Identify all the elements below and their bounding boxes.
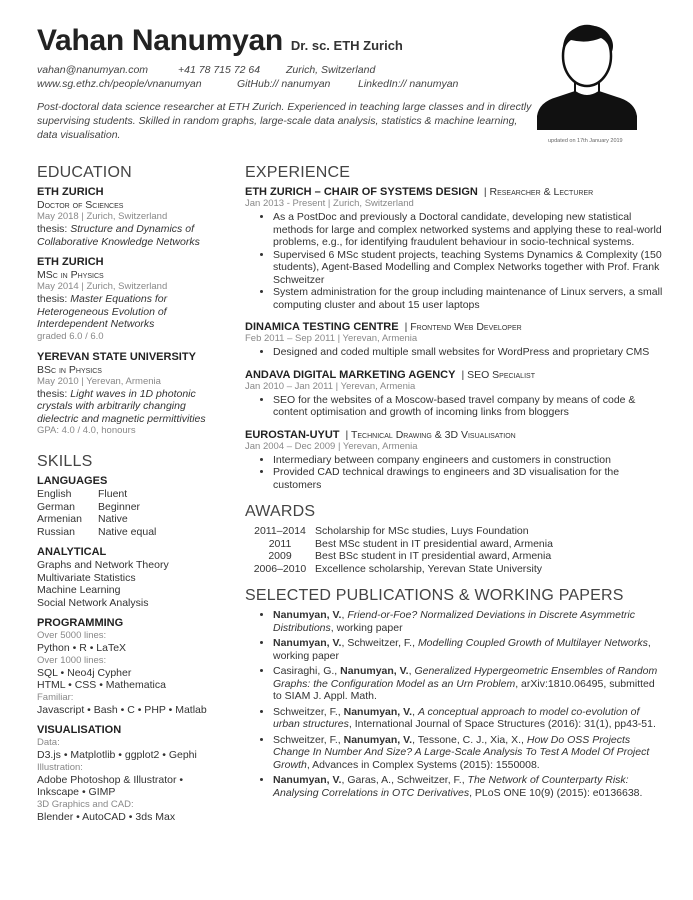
job-header	[245, 429, 665, 441]
job-bullet: • Designed and coded multiple small websites for WordPress and proprietary CMS	[273, 346, 665, 359]
email-link[interactable]: vahan@nanumyan.com	[37, 64, 149, 76]
updated-note: updated on 17th January 2019	[548, 138, 623, 144]
job-organisation: ANDAVA DIGITAL MARKETING AGENCY	[245, 368, 456, 381]
job-organisation: DINAMICA TESTING CENTRE	[245, 321, 399, 333]
education-heading: EDUCATION	[37, 164, 132, 181]
programming-list	[37, 630, 227, 716]
education-meta: May 2018 | Zurich, Switzerland	[37, 211, 168, 222]
pub-authors-after: , Garas, A., Schweitzer, F.,	[341, 774, 468, 786]
pub-venue: , International Journal of Space Structures (2016): 31(1), pp43-51.	[348, 718, 656, 730]
language-row	[37, 513, 227, 526]
language-name: German	[37, 500, 75, 513]
education-meta: May 2010 | Yerevan, Armenia	[37, 375, 161, 387]
job-bullets	[245, 211, 665, 311]
pub-title: A conceptual approach to model co-evolution of urban structures	[273, 705, 640, 730]
person-name: Vahan Nanumyan	[37, 24, 283, 57]
award-row	[245, 525, 665, 538]
award-year: 2011–2014	[254, 525, 306, 537]
education-thesis	[37, 223, 227, 248]
job-role: | Technical Drawing & 3D Visualisation	[345, 428, 516, 441]
publication-item	[273, 774, 665, 799]
pub-venue: , working paper	[273, 637, 651, 662]
cv-header	[37, 24, 537, 142]
award-text: Best MSc student in IT presidential award, Armenia	[315, 537, 553, 550]
visualisation-value: Inkscape • GIMP	[37, 786, 116, 798]
visualisation-label: Illustration:	[37, 761, 83, 773]
education-institution: ETH ZURICH	[37, 186, 104, 198]
job-bullets	[245, 454, 665, 492]
pub-title: The Network of Counterparty Risk: Analysing Correlations in OTC Derivatives	[273, 774, 629, 799]
education-grade: GPA: 4.0 / 4.0, honours	[37, 425, 136, 436]
job-bullet: • Provided CAD technical drawings to engineers and 3D visualisation for the customers	[273, 466, 665, 491]
job-role: | SEO Specialist	[461, 368, 535, 381]
location-text: Zurich, Switzerland	[286, 64, 376, 76]
degree-title: Dr. sc. ETH Zurich	[290, 38, 403, 53]
pub-author-self: Nanumyan, V.	[340, 665, 409, 677]
job-meta: Jan 2010 – Jan 2011 | Yerevan, Armenia	[245, 380, 416, 392]
thesis-title: Master Equations for Heterogeneous Evolution of Interdependent Networks	[37, 293, 168, 330]
award-text: Scholarship for MSc studies, Luys Foundation	[315, 525, 529, 537]
award-year: 2009	[268, 550, 292, 562]
pub-venue: , PLoS ONE 10(9) (2015): e0136638.	[469, 786, 643, 799]
job-bullets	[245, 346, 665, 359]
education-item	[37, 351, 227, 438]
pub-authors-after: ,	[412, 705, 418, 718]
skills-heading: SKILLS	[37, 453, 93, 470]
name-line	[37, 24, 537, 58]
thesis-label: thesis:	[37, 387, 71, 400]
language-name: Armenian	[37, 513, 82, 525]
visualisation-value: D3.js • Matplotlib • ggplot2 • Gephi	[37, 749, 197, 761]
publication-item	[273, 609, 665, 634]
pub-venue: , Advances in Complex Systems (2015): 1550008.	[306, 758, 540, 771]
contact-row-2	[37, 78, 537, 90]
language-level: Beginner	[98, 500, 141, 513]
programming-value: Javascript • Bash • C • PHP • Matlab	[37, 703, 207, 716]
experience-heading: EXPERIENCE	[245, 164, 351, 181]
visualisation-label: 3D Graphics and CAD:	[37, 798, 134, 810]
visualisation-value: Adobe Photoshop & Illustrator •	[37, 773, 184, 786]
language-name: English	[37, 488, 72, 500]
pub-authors-before: Schweitzer, F.,	[273, 705, 344, 718]
award-text: Best BSc student in IT presidential award, Armenia	[315, 550, 552, 562]
programming-heading: PROGRAMMING	[37, 617, 124, 629]
pub-authors-after: , Tessone, C. J., Xia, X.,	[412, 733, 527, 746]
publications-heading: SELECTED PUBLICATIONS & WORKING PAPERS	[245, 587, 624, 604]
pub-authors-before: Schweitzer, F.,	[273, 733, 344, 746]
thesis-title: Light waves in 1D photonic crystals with arbitrarily changing dielectric and magnetic permittivities	[37, 387, 206, 425]
programming-label: Over 1000 lines:	[37, 654, 107, 666]
language-row	[37, 526, 227, 539]
pub-venue: , arXiv:1810.06495, submitted to SIAM J. Appl. Math.	[273, 677, 655, 702]
programming-value: SQL • Neo4j Cypher	[37, 666, 132, 679]
pub-authors-before: Casiraghi, G.,	[273, 665, 341, 677]
job-meta: Jan 2004 – Dec 2009 | Yerevan, Armenia	[245, 440, 418, 452]
language-level: Native	[98, 513, 128, 525]
job-item	[245, 186, 665, 311]
job-role: | Frontend Web Developer	[404, 321, 522, 333]
visualisation-heading: VISUALISATION	[37, 724, 122, 736]
job-organisation: EUROSTAN-UYUT	[245, 428, 340, 441]
pub-authors-after: , Schweitzer, F.,	[341, 637, 418, 649]
awards-heading: AWARDS	[245, 503, 316, 520]
pub-author-self: Nanumyan, V.	[343, 705, 413, 718]
publication-item	[273, 734, 665, 772]
avatar-silhouette-icon	[537, 18, 637, 130]
education-degree: MSc in Physics	[37, 269, 104, 281]
programming-label: Over 5000 lines:	[37, 630, 107, 641]
education-meta: May 2014 | Zurich, Switzerland	[37, 281, 168, 292]
pub-authors-after: ,	[341, 609, 348, 621]
visualisation-value: Blender • AutoCAD • 3ds Max	[37, 810, 176, 823]
publication-item	[273, 706, 665, 731]
linkedin-link[interactable]: LinkedIn:// nanumyan	[358, 78, 459, 90]
education-item	[37, 186, 227, 248]
pub-venue: , working paper	[330, 621, 403, 634]
pub-author-self: Nanumyan, V.	[343, 733, 413, 746]
education-grade: graded 6.0 / 6.0	[37, 330, 104, 342]
programming-value: Python • R • LaTeX	[37, 642, 127, 654]
languages-table	[37, 488, 227, 538]
left-column	[37, 164, 227, 823]
website-link[interactable]: www.sg.ethz.ch/people/vnanumyan	[37, 78, 202, 90]
visualisation-list	[37, 737, 227, 823]
award-year: 2011	[268, 537, 292, 550]
job-bullets	[245, 394, 665, 419]
publication-item	[273, 665, 665, 703]
pub-author-self: Nanumyan, V.	[273, 637, 342, 649]
job-bullet: • System administration for the group including maintenance of Linux servers, a small computing cluster and about 15 user laptops	[273, 286, 665, 311]
award-text: Excellence scholarship, Yerevan State University	[315, 562, 543, 575]
programming-value: HTML • CSS • Mathematica	[37, 679, 166, 691]
job-meta: Jan 2013 - Present | Zurich, Switzerland	[245, 198, 414, 209]
publications-list	[245, 609, 665, 799]
award-row	[245, 538, 665, 551]
job-header	[245, 369, 665, 381]
job-organisation: ETH ZURICH – CHAIR OF SYSTEMS DESIGN	[245, 186, 478, 198]
pub-title: Generalized Hypergeometric Ensembles of Random Graphs: the Configuration Model as an Urn Problem	[273, 665, 658, 690]
publication-item	[273, 637, 665, 662]
analytical-item: Social Network Analysis	[37, 596, 149, 609]
education-institution: ETH ZURICH	[37, 256, 104, 268]
phone-number[interactable]: +41 78 715 72 64	[178, 64, 261, 76]
pub-title: Modelling Coupled Growth of Multilayer Networks	[417, 637, 648, 649]
job-header	[245, 321, 665, 333]
contact-row-1	[37, 64, 537, 76]
job-item	[245, 429, 665, 492]
visualisation-label: Data:	[37, 737, 60, 748]
analytical-item: Multivariate Statistics	[37, 571, 136, 584]
thesis-label: thesis:	[37, 293, 71, 305]
education-institution: YEREVAN STATE UNIVERSITY	[37, 350, 196, 363]
job-meta: Feb 2011 – Sep 2011 | Yerevan, Armenia	[245, 333, 418, 344]
job-bullet: • Intermediary between company engineers and customers in construction	[273, 454, 665, 467]
job-item	[245, 321, 665, 359]
award-year: 2006–2010	[253, 562, 307, 575]
education-item	[37, 256, 227, 343]
thesis-label: thesis:	[37, 223, 71, 235]
github-link[interactable]: GitHub:// nanumyan	[237, 78, 331, 90]
award-row	[245, 563, 665, 576]
programming-label: Familiar:	[37, 691, 74, 703]
award-row	[245, 550, 665, 563]
job-bullet: • SEO for the websites of a Moscow-based travel company by means of code & content optimisation and growth of incoming links from bloggers	[273, 394, 665, 419]
pub-title: Friend-or-Foe? Normalized Deviations in Discrete Asymmetric Distributions	[273, 609, 635, 634]
job-header	[245, 186, 665, 198]
analytical-item: Machine Learning	[37, 584, 121, 596]
education-thesis	[37, 293, 227, 331]
languages-heading: LANGUAGES	[37, 475, 108, 487]
analytical-item: Graphs and Network Theory	[37, 559, 169, 571]
pub-author-self: Nanumyan, V.	[273, 609, 342, 621]
analytical-heading: ANALYTICAL	[37, 546, 107, 558]
pub-authors-after: ,	[408, 665, 415, 677]
awards-list	[245, 525, 665, 575]
language-row	[37, 488, 227, 501]
language-level: Fluent	[98, 488, 128, 500]
language-row	[37, 501, 227, 514]
language-name: Russian	[37, 525, 75, 538]
education-degree: BSc in Physics	[37, 363, 102, 376]
language-level: Native equal	[98, 525, 157, 538]
pub-author-self: Nanumyan, V.	[273, 774, 342, 786]
job-item	[245, 369, 665, 419]
right-column	[245, 164, 665, 802]
thesis-title: Structure and Dynamics of Collaborative Knowledge Networks	[37, 223, 200, 248]
profile-summary: Post-doctoral data science researcher at ETH Zurich. Experienced in teaching large classes and in directly supervising students. Skilled in random graphs, large-scale data analysis, statistics & machine learning, data visualisation.	[37, 101, 532, 141]
education-degree: Doctor of Sciences	[37, 199, 124, 211]
job-role: | Researcher & Lecturer	[483, 186, 594, 198]
education-thesis	[37, 388, 227, 426]
job-bullet: • Supervised 6 MSc student projects, teaching Systems Dynamics & Complexity (150 students), Agent-Based Modelling and Complex Networks together with Prof. Frank Schweitzer	[273, 249, 665, 287]
job-bullet: • As a PostDoc and previously a Doctoral candidate, developing new statistical methods for large and complex networked systems and applying these to real-world problems, e.g., for identifying fraudulent behaviour in socio-technical systems.	[273, 211, 665, 249]
analytical-list	[37, 559, 227, 609]
pub-title: How Do OSS Projects Change In Number And Size? A Large-Scale Analysis To Test A Model Of Project Growth	[273, 733, 650, 771]
